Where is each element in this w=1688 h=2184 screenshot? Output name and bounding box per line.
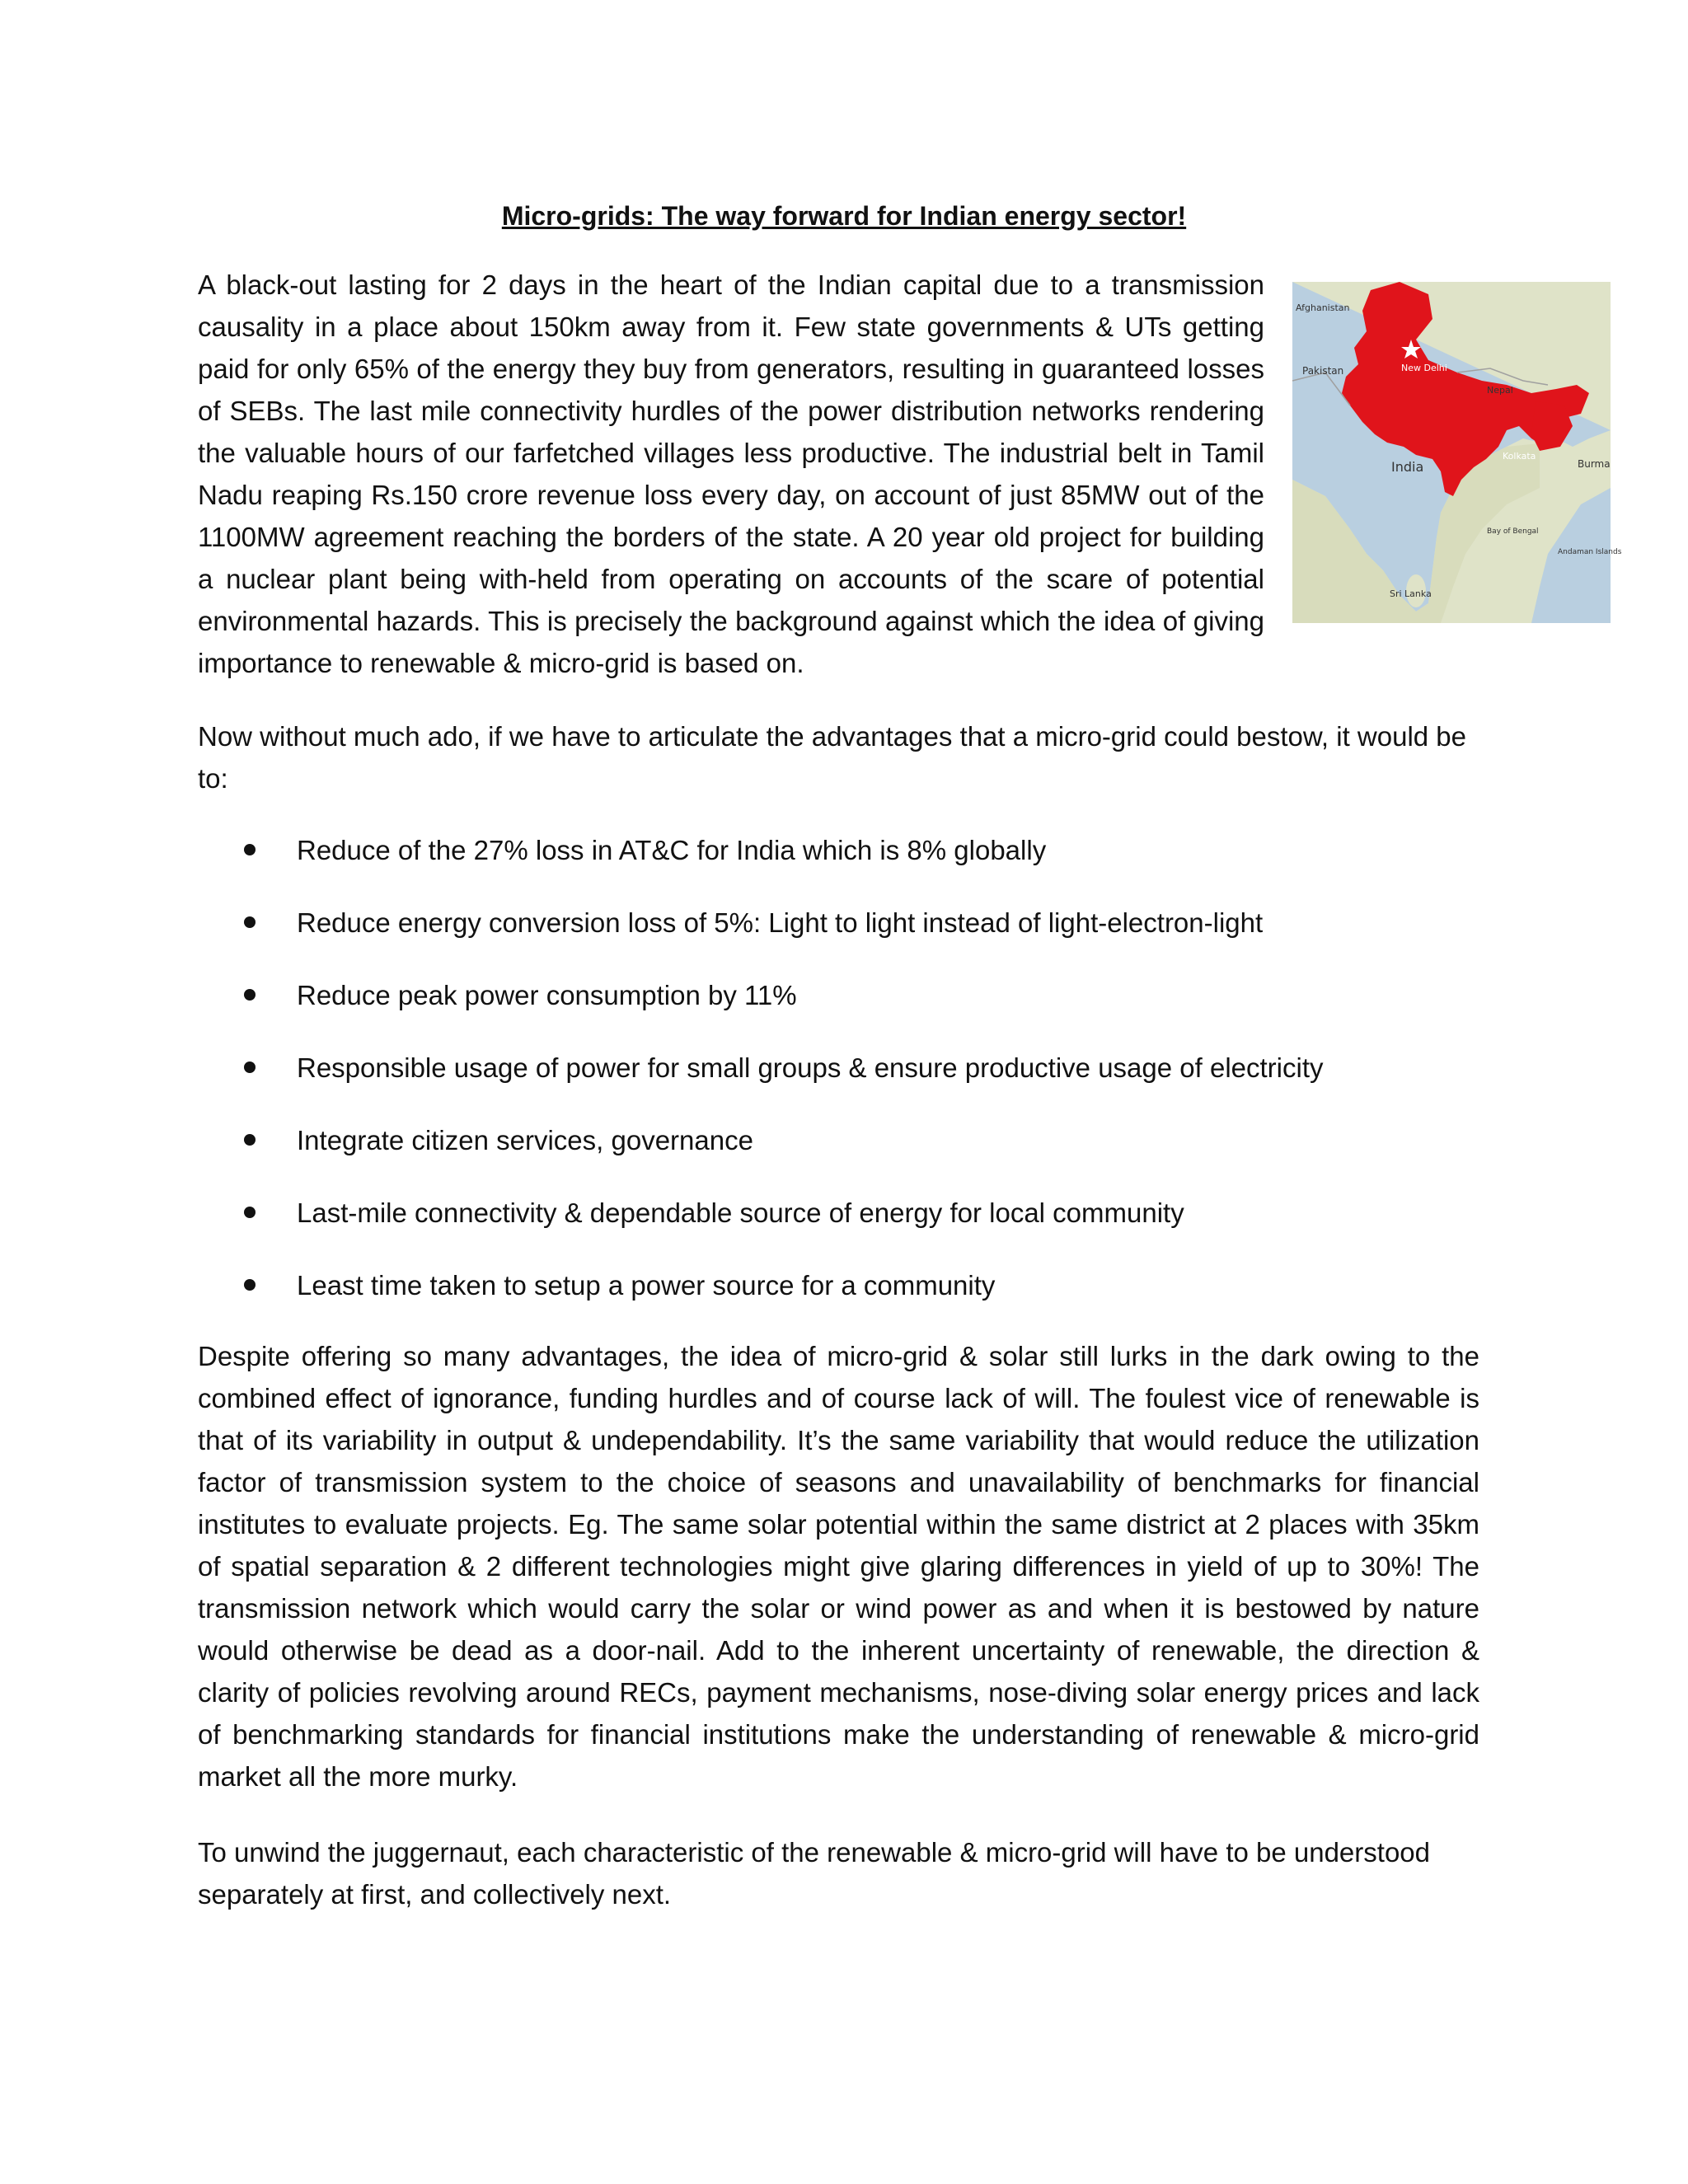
- bullet-icon: [244, 989, 256, 1001]
- list-item: [198, 1047, 1484, 1119]
- list-item-text: Reduce of the 27% loss in AT&C for India which is 8% globally: [297, 835, 1047, 865]
- bullet-icon: [244, 1279, 256, 1291]
- list-item: [198, 829, 1484, 902]
- map-label-sri-lanka: Sri Lanka: [1390, 588, 1432, 599]
- map-label-new-delhi: New Delhi: [1401, 363, 1447, 373]
- map-label-andaman: Andaman Islands: [1558, 548, 1622, 556]
- list-item: [198, 1264, 1484, 1337]
- document-title: Micro-grids: The way forward for Indian energy sector!: [501, 201, 1187, 231]
- intro-paragraph: A black-out lasting for 2 days in the heart of the Indian capital due to a transmission causality in a place about 150km away from it. Few state governments & UTs getting paid for only 65% of the energy they buy from generators, resulting in guaranteed losses of SEBs. The last mile connectivity hurdles of the power distribution networks rendering the valuable hours of our farfetched villages less productive. The industrial belt in Tamil Nadu reaping Rs.150 crore revenue loss every day, on account of just 85MW out of the 1100MW agreement reaching the borders of the state. A 20 year old project for building a nuclear plant being with-held from operating on accounts of the scare of potential environmental hazards. This is precisely the background against which the idea of giving importance to renewable & micro-grid is based on.: [198, 269, 1264, 678]
- map-label-burma: Burma: [1578, 458, 1611, 470]
- list-item: [198, 1119, 1484, 1192]
- map-label-bay-of-bengal: Bay of Bengal: [1487, 527, 1539, 536]
- map-label-pakistan: Pakistan: [1302, 365, 1344, 377]
- list-item-text: Last-mile connectivity & dependable source of energy for local community: [297, 1197, 1184, 1228]
- india-map-graphic: [1292, 282, 1622, 623]
- map-label-kolkata: Kolkata: [1503, 451, 1536, 462]
- advantages-intro-paragraph: Now without much ado, if we have to articulate the advantages that a micro-grid could bestow, it would be to:: [198, 721, 1467, 794]
- bullet-icon: [244, 1207, 256, 1218]
- bullet-icon: [244, 1134, 256, 1146]
- map-label-afghanistan: Afghanistan: [1296, 302, 1350, 313]
- india-map-image: [1292, 282, 1622, 623]
- bullet-icon: [244, 916, 256, 928]
- list-item-text: Least time taken to setup a power source for a community: [297, 1270, 996, 1301]
- bullet-icon: [244, 844, 256, 855]
- list-item-text: Reduce peak power consumption by 11%: [297, 980, 797, 1010]
- advantages-list: [198, 829, 1484, 1337]
- map-label-nepal: Nepal: [1487, 385, 1513, 396]
- challenges-paragraph: Despite offering so many advantages, the idea of micro-grid & solar still lurks in the dark owing to the combined effect of ignorance, funding hurdles and of course lack of will. The foulest vice of renewable is that of its variability in output & undependability. It’s the same variability that would reduce the utilization factor of transmission system to the choice of seasons and unavailability of benchmarks for financial institutes to evaluate projects. Eg. The same solar potential within the same district at 2 places with 35km of spatial separation & 2 different technologies might give glaring differences in yield of up to 30%! The transmission network which would carry the solar or wind power as and when it is bestowed by nature would otherwise be dead as a door-nail. Add to the inherent uncertainty of renewable, the direction & clarity of policies revolving around RECs, payment mechanisms, nose-diving solar energy prices and lack of benchmarking standards for financial institutions make the understanding of renewable & micro-grid market all the more murky.: [198, 1341, 1479, 1792]
- closing-paragraph: To unwind the juggernaut, each characteristic of the renewable & micro-grid will have to be understood separately at first, and collectively next.: [198, 1837, 1431, 1910]
- list-item-text: Responsible usage of power for small groups & ensure productive usage of electricity: [297, 1052, 1324, 1083]
- bullet-icon: [244, 1062, 256, 1073]
- list-item: [198, 1192, 1484, 1264]
- list-item-text: Reduce energy conversion loss of 5%: Light to light instead of light-electron-light: [297, 907, 1264, 938]
- map-label-india: India: [1391, 459, 1424, 475]
- list-item: [198, 902, 1484, 974]
- list-item-text: Integrate citizen services, governance: [297, 1125, 753, 1155]
- list-item: [198, 974, 1484, 1047]
